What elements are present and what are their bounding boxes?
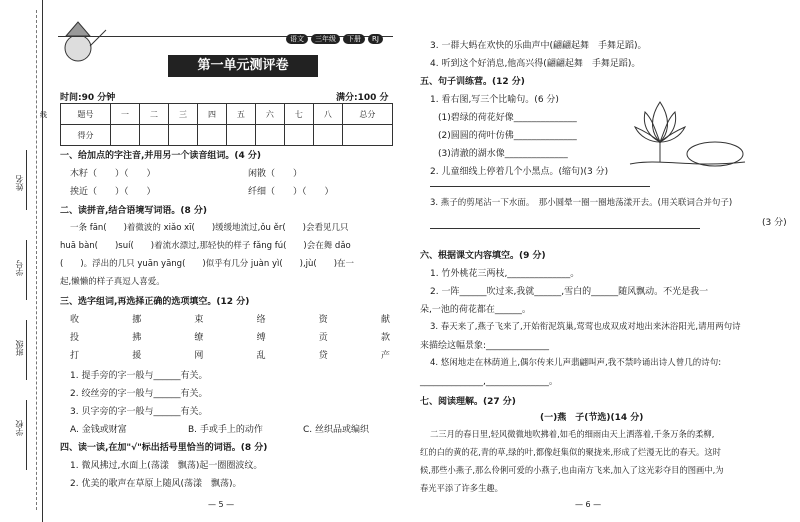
s2-line: huā bàn( )suí( )着流水漂过,那轻快的样子 fǎng fú( )会在舞 dǎo — [60, 241, 351, 251]
table-cell: 二 — [140, 104, 169, 125]
binding-margin — [0, 0, 47, 522]
s3-char: 乱 — [256, 351, 266, 361]
table-cell: 八 — [313, 104, 342, 125]
s3-char: 资 — [318, 315, 328, 325]
s3-char: 收 — [70, 315, 80, 325]
page-title: 第一单元测评卷 — [168, 55, 318, 77]
table-cell: 三 — [169, 104, 198, 125]
s3-grid — [70, 312, 390, 366]
table-cell: 总分 — [342, 104, 392, 125]
cut-line — [36, 10, 37, 510]
score-input-cell[interactable] — [226, 125, 255, 146]
s3-question: 1. 提手旁的字一般与______有关。 — [70, 371, 208, 381]
table-cell: 六 — [255, 104, 284, 125]
exam-time: 时间:90 分钟 — [60, 93, 116, 103]
subject-tags — [286, 34, 386, 44]
score-input-cell[interactable] — [169, 125, 198, 146]
s4-question: 1. 微风拂过,水面上(荡漾 飘荡)起一圈圈波纹。 — [70, 461, 263, 471]
s5-question: 1. 看右图,写三个比喻句。(6 分) — [430, 95, 559, 105]
page-right — [410, 0, 790, 522]
answer-line — [430, 186, 650, 187]
cut-hint: 线 — [40, 111, 47, 119]
s3-char: 援 — [132, 351, 142, 361]
table-cell: 五 — [226, 104, 255, 125]
tag-edition: RJ — [368, 34, 383, 44]
section-2-heading: 二、读拼音,结合语境写词语。(8 分) — [60, 206, 208, 216]
s3-option-b: B. 手或手上的动作 — [188, 425, 263, 435]
answer-line — [430, 228, 700, 229]
s1-item: 纤细（ ）（ ） — [248, 187, 334, 197]
s3-char: 束 — [194, 315, 204, 325]
table-cell: 一 — [111, 104, 140, 125]
section-3-heading: 三、选字组词,再选择正确的选项填空。(12 分) — [60, 297, 250, 307]
score-input-cell[interactable] — [255, 125, 284, 146]
s3-char: 络 — [256, 315, 266, 325]
full-score: 满分:100 分 — [336, 93, 389, 103]
s5-q3-score: (3 分) — [762, 218, 787, 228]
reading-line: 红的白的黄的花,青的草,绿的叶,都像赶集似的聚拢来,形成了烂漫无比的春天。这时 — [420, 447, 721, 457]
s6-question: 4. 悠闲地走在林荫道上,偶尔传来儿声翡翩叫声,我不禁吟诵出诗人曾几的诗句: — [430, 358, 722, 368]
binding-label-school: 学校 — [15, 420, 24, 436]
section-5-heading: 五、句子训练营。(12 分) — [420, 77, 525, 87]
r-question: 3. 一群大蚂在欢快的乐曲声中(翩翩起舞 手舞足蹈)。 — [430, 41, 647, 51]
reading-title: (一)燕 子(节选)(14 分) — [540, 413, 644, 423]
table-cell: 得分 — [61, 125, 111, 146]
s5-question: 2. 儿童细线上停着几个小黑点。(缩句)(3 分) — [430, 167, 609, 177]
s3-grid-row — [70, 312, 390, 330]
s3-char: 投 — [70, 333, 80, 343]
section-6-heading: 六、根据课文内容填空。(9 分) — [420, 251, 546, 261]
s3-grid-row — [70, 348, 390, 366]
s1-item: 闲散（ ） — [248, 169, 303, 179]
binding-line — [26, 400, 28, 470]
s6-question: 3. 春天来了,燕子飞来了,开始衔泥筑巢,莺莺也成双成对地出来沐浴阳光,请用两句诗 — [430, 322, 741, 332]
s6-question: 2. 一阵______吹过来,我就______,雪白的______随风飘动。不光是我一 — [430, 287, 709, 297]
s6-question: 1. 竹外桃花三两枝,______________。 — [430, 269, 580, 279]
table-cell: 七 — [284, 104, 313, 125]
tag-subject: 语文 — [286, 34, 308, 44]
s3-char: 拂 — [132, 333, 142, 343]
r-question: 4. 听到这个好消息,他高兴得(翩翩起舞 手舞足蹈)。 — [430, 59, 641, 69]
table-row — [61, 125, 393, 146]
score-input-cell[interactable] — [342, 125, 392, 146]
binding-line — [26, 240, 28, 300]
s3-grid-row — [70, 330, 390, 348]
s3-char: 挪 — [132, 315, 142, 325]
score-table — [60, 103, 393, 146]
binding-label-number: 学号 — [15, 260, 24, 276]
binding-label-name: 姓名 — [15, 175, 24, 191]
score-input-cell[interactable] — [111, 125, 140, 146]
score-input-cell[interactable] — [313, 125, 342, 146]
s3-char: 打 — [70, 351, 80, 361]
page-left — [48, 0, 398, 522]
s3-char: 产 — [380, 351, 390, 361]
s3-char: 缚 — [256, 333, 266, 343]
s2-line: 一条 fān( )着微波的 xiǎo xī( )缓缓地流过,ǒu ěr( )会看见几只 — [70, 223, 349, 233]
s3-char: 贷 — [318, 351, 328, 361]
s3-char: 献 — [380, 315, 390, 325]
score-input-cell[interactable] — [197, 125, 226, 146]
s4-question: 2. 优美的歌声在草原上随风(荡漾 飘荡)。 — [70, 479, 242, 489]
tag-grade: 三年级 — [311, 34, 340, 44]
table-cell: 题号 — [61, 104, 111, 125]
section-4-heading: 四、读一读,在加"√"标出括号里恰当的词语。(8 分) — [60, 443, 268, 453]
tag-volume: 下册 — [343, 34, 365, 44]
section-7-heading: 七、阅读理解。(27 分) — [420, 397, 516, 407]
s5-answer-line: (2)圆圆的荷叶仿佛______________ — [438, 131, 577, 141]
s1-item: 挨近（ ）（ ） — [70, 187, 156, 197]
s3-option-a: A. 金钱或财富 — [70, 425, 127, 435]
s1-item: 木籽（ ）（ ） — [70, 169, 156, 179]
s3-option-c: C. 丝织品或编织 — [303, 425, 370, 435]
lotus-illustration — [620, 92, 750, 172]
s2-line: ( )。浮出的几只 yuān yāng( )似乎有几分 juàn yì( ),jù( )在一 — [60, 259, 355, 269]
s6-question-cont: ______________,______________。 — [420, 377, 558, 387]
s6-question-cont: 朵,一池的荷花都在______。 — [420, 305, 531, 315]
score-input-cell[interactable] — [140, 125, 169, 146]
reading-line: 候,那些小燕子,那么伶俐可爱的小燕子,也由南方飞来,加入了这光彩夺目的图画中,为 — [420, 465, 724, 475]
s3-char: 贡 — [318, 333, 328, 343]
s5-answer-line: (1)碧绿的荷花好像______________ — [438, 113, 577, 123]
binding-line — [26, 150, 28, 210]
s5-question: 3. 燕子的剪尾沾一下水面。 那小圆晕一圈一圈地荡漾开去。(用关联词合并句子) — [430, 198, 733, 208]
s3-question: 3. 贝字旁的字一般与______有关。 — [70, 407, 208, 417]
reading-line: 春光平添了许多生趣。 — [420, 483, 503, 493]
page-number-left: — 5 — — [208, 500, 235, 509]
s3-char: 缭 — [194, 333, 204, 343]
s6-question-cont: 来描绘这幅景象:______________ — [420, 341, 550, 351]
reading-line: 二三月的春日里,轻风微微地吹拂着,如毛的细雨由天上洒落着,千条万条的柔柳, — [430, 429, 715, 439]
s5-answer-line: (3)清澈的湖水像______________ — [438, 149, 568, 159]
binding-label-class: 班级 — [15, 340, 24, 356]
binding-line — [26, 320, 28, 380]
s3-char: 款 — [380, 333, 390, 343]
s3-char: 网 — [194, 351, 204, 361]
section-1-heading: 一、给加点的字注音,并用另一个读音组词。(4 分) — [60, 151, 262, 161]
s2-line: 起,懒懒的样子真逗人喜爱。 — [60, 277, 165, 287]
score-input-cell[interactable] — [284, 125, 313, 146]
page-number-right: — 6 — — [575, 500, 602, 509]
table-cell: 四 — [197, 104, 226, 125]
s3-question: 2. 绞丝旁的字一般与______有关。 — [70, 389, 208, 399]
table-row — [61, 104, 393, 125]
